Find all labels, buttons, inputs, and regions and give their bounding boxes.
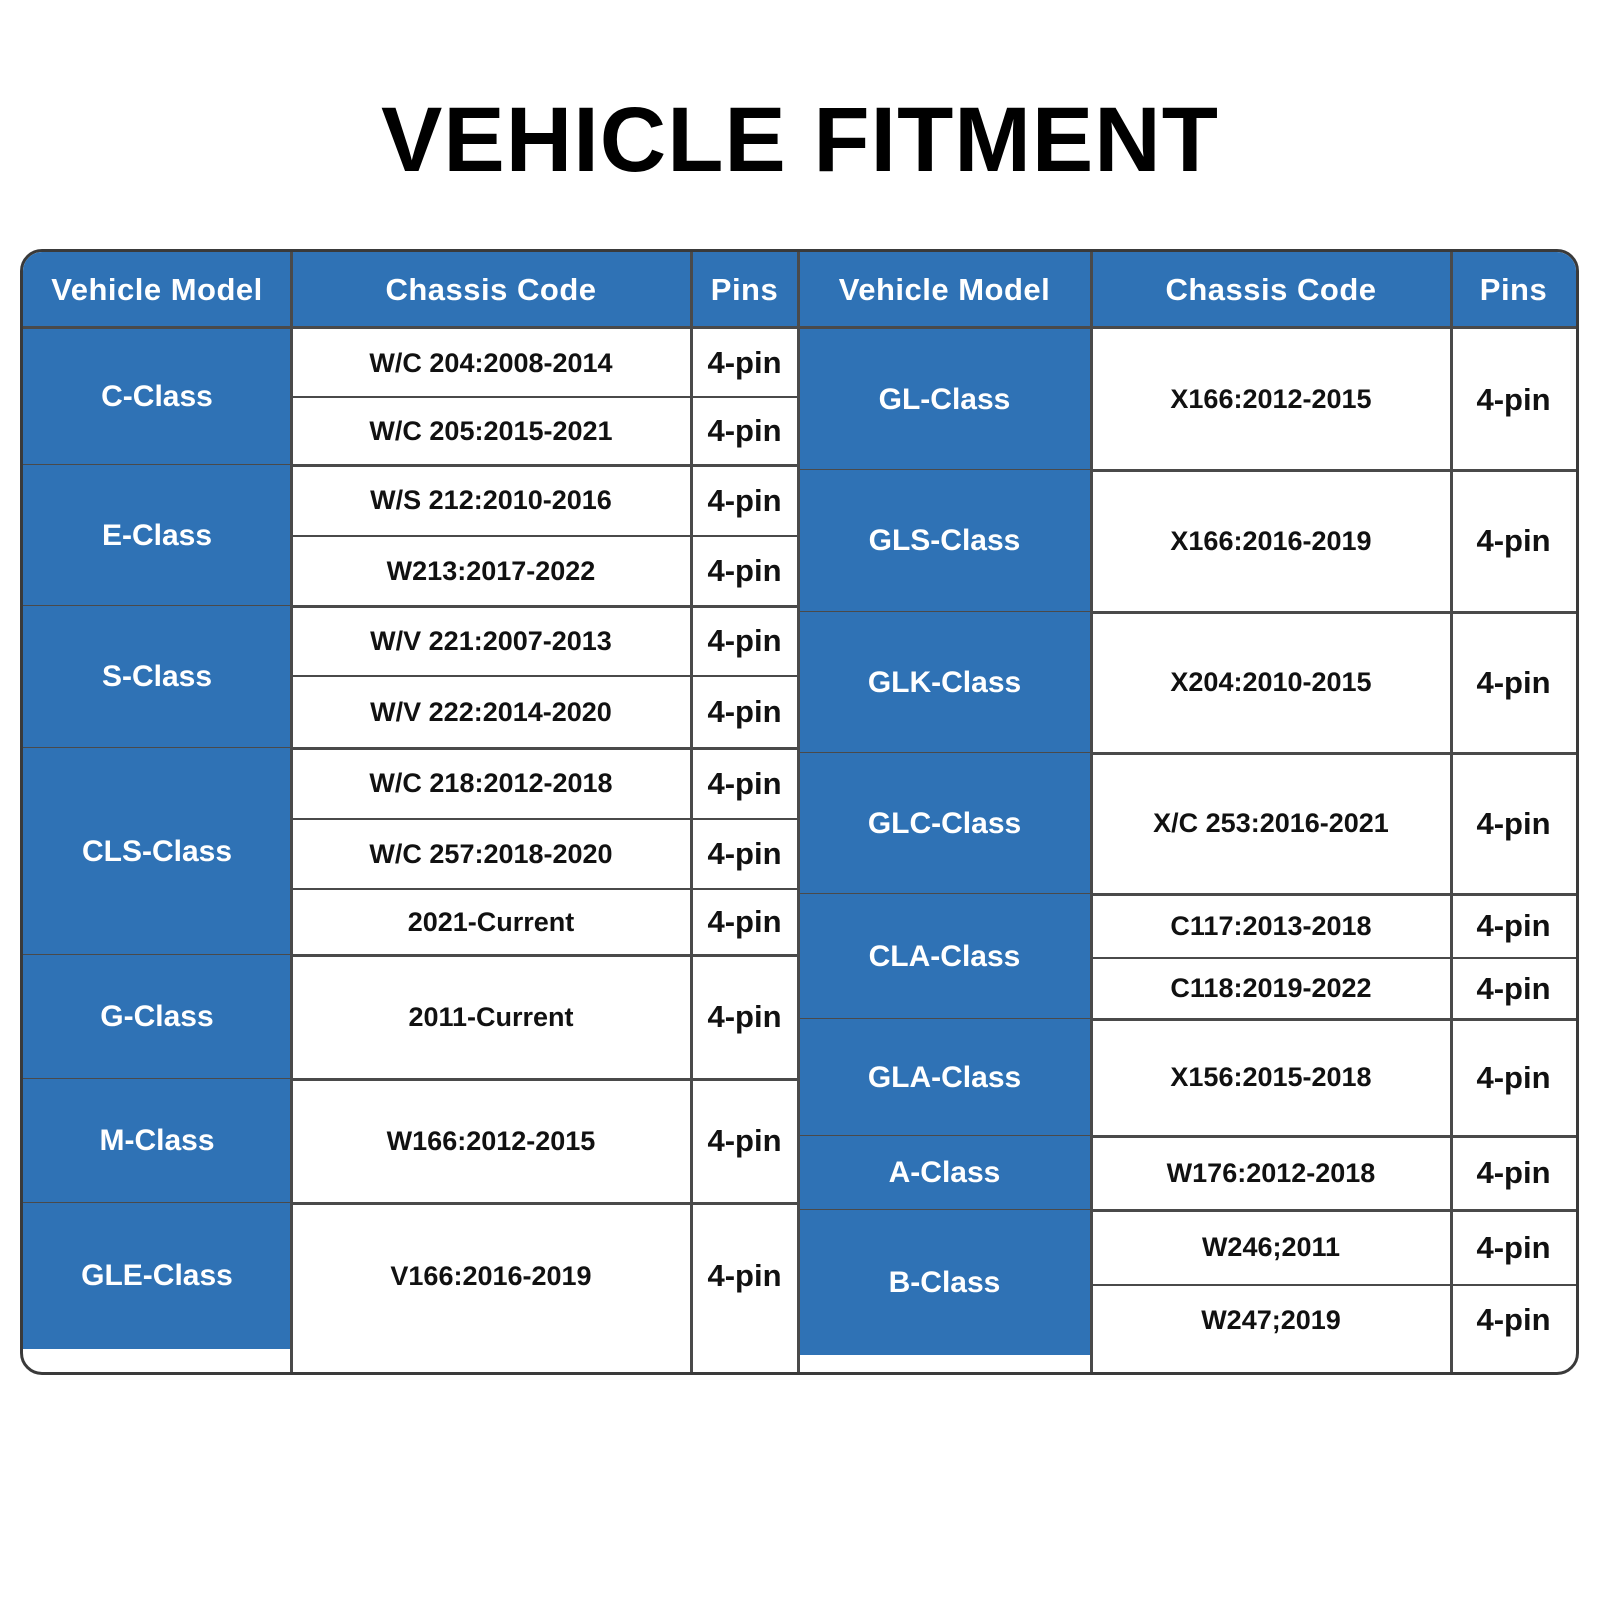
pins-cell: 4-pin <box>1476 1155 1551 1190</box>
header-chassis-code: Chassis Code <box>1091 252 1451 328</box>
model-m-class: M-Class <box>23 1079 291 1203</box>
chassis-code-cell: 2011-Current <box>408 1001 574 1032</box>
model-gls-class: GLS-Class <box>798 470 1091 612</box>
column-divider <box>1450 252 1453 1372</box>
page-title: VEHICLE FITMENT <box>381 89 1219 191</box>
pins-cell: 4-pin <box>1476 1059 1551 1095</box>
chassis-code-cell: W/C 257:2018-2020 <box>369 838 613 869</box>
pins-cell: 4-pin <box>707 765 782 801</box>
column-divider <box>797 252 800 1372</box>
chassis-code-cell: V166:2016-2019 <box>390 1260 592 1291</box>
pins-cell: 4-pin <box>707 553 782 588</box>
column-divider <box>290 252 293 1372</box>
chassis-code-cell: C118:2019-2022 <box>1170 973 1372 1003</box>
model-cls-class: CLS-Class <box>23 748 291 955</box>
pins-cell: 4-pin <box>1476 1302 1551 1337</box>
pins-cell: 4-pin <box>1476 381 1551 417</box>
chassis-code-cell: 2021-Current <box>407 906 575 937</box>
chassis-code-cell: W/C 205:2015-2021 <box>369 415 613 446</box>
pins-cell: 4-pin <box>707 482 782 518</box>
model-cla-class: CLA-Class <box>798 894 1091 1019</box>
chassis-code-cell: W213:2017-2022 <box>386 555 596 586</box>
chassis-code-cell: X/C 253:2016-2021 <box>1153 808 1389 838</box>
pins-cell: 4-pin <box>1476 523 1551 558</box>
model-c-class: C-Class <box>23 329 291 465</box>
chassis-code-cell: W/V 221:2007-2013 <box>370 625 612 656</box>
pins-cell: 4-pin <box>707 345 782 380</box>
chassis-code-cell: X166:2012-2015 <box>1170 384 1372 414</box>
model-glk-class: GLK-Class <box>798 612 1091 753</box>
chassis-code-cell: W247;2019 <box>1201 1304 1341 1335</box>
chassis-code-cell: X156:2015-2018 <box>1170 1062 1372 1092</box>
column-divider <box>690 252 693 1372</box>
pins-cell: 4-pin <box>707 999 782 1034</box>
chassis-code-cell: X204:2010-2015 <box>1170 667 1372 697</box>
pins-cell: 4-pin <box>707 413 782 448</box>
column-divider <box>1090 252 1093 1372</box>
chassis-code-cell: W/C 218:2012-2018 <box>369 768 613 798</box>
chassis-code-cell: W176:2012-2018 <box>1166 1157 1376 1188</box>
chassis-code-cell: W/V 222:2014-2020 <box>370 696 612 727</box>
pins-cell: 4-pin <box>1476 970 1551 1006</box>
pins-cell: 4-pin <box>1476 1229 1551 1265</box>
chassis-code-cell: W166:2012-2015 <box>386 1125 596 1156</box>
model-a-class: A-Class <box>798 1136 1091 1210</box>
model-e-class: E-Class <box>23 465 291 606</box>
header-vehicle-model: Vehicle Model <box>23 252 291 328</box>
header-vehicle-model: Vehicle Model <box>798 252 1091 328</box>
model-glc-class: GLC-Class <box>798 753 1091 894</box>
chassis-code-cell: W/S 212:2010-2016 <box>370 485 612 515</box>
model-gl-class: GL-Class <box>798 329 1091 470</box>
header-chassis-code: Chassis Code <box>291 252 691 328</box>
chassis-code-cell: X166:2016-2019 <box>1170 525 1372 556</box>
pins-cell: 4-pin <box>1476 805 1551 841</box>
chassis-code-cell: C117:2013-2018 <box>1170 910 1372 941</box>
header-pins: Pins <box>1451 252 1576 328</box>
model-b-class: B-Class <box>798 1210 1091 1355</box>
model-gla-class: GLA-Class <box>798 1019 1091 1136</box>
fitment-table <box>20 249 1579 1375</box>
pins-cell: 4-pin <box>707 1258 782 1293</box>
pins-cell: 4-pin <box>707 623 782 658</box>
pins-cell: 4-pin <box>707 1123 782 1158</box>
model-g-class: G-Class <box>23 955 291 1079</box>
pins-cell: 4-pin <box>1476 664 1551 700</box>
pins-cell: 4-pin <box>1476 908 1551 943</box>
pins-cell: 4-pin <box>707 836 782 871</box>
model-s-class: S-Class <box>23 606 291 748</box>
header-pins: Pins <box>691 252 798 328</box>
chassis-code-cell: W246;2011 <box>1201 1232 1341 1262</box>
pins-cell: 4-pin <box>707 694 782 729</box>
pins-cell: 4-pin <box>707 904 782 939</box>
model-gle-class: GLE-Class <box>23 1203 291 1349</box>
chassis-code-cell: W/C 204:2008-2014 <box>369 347 613 378</box>
